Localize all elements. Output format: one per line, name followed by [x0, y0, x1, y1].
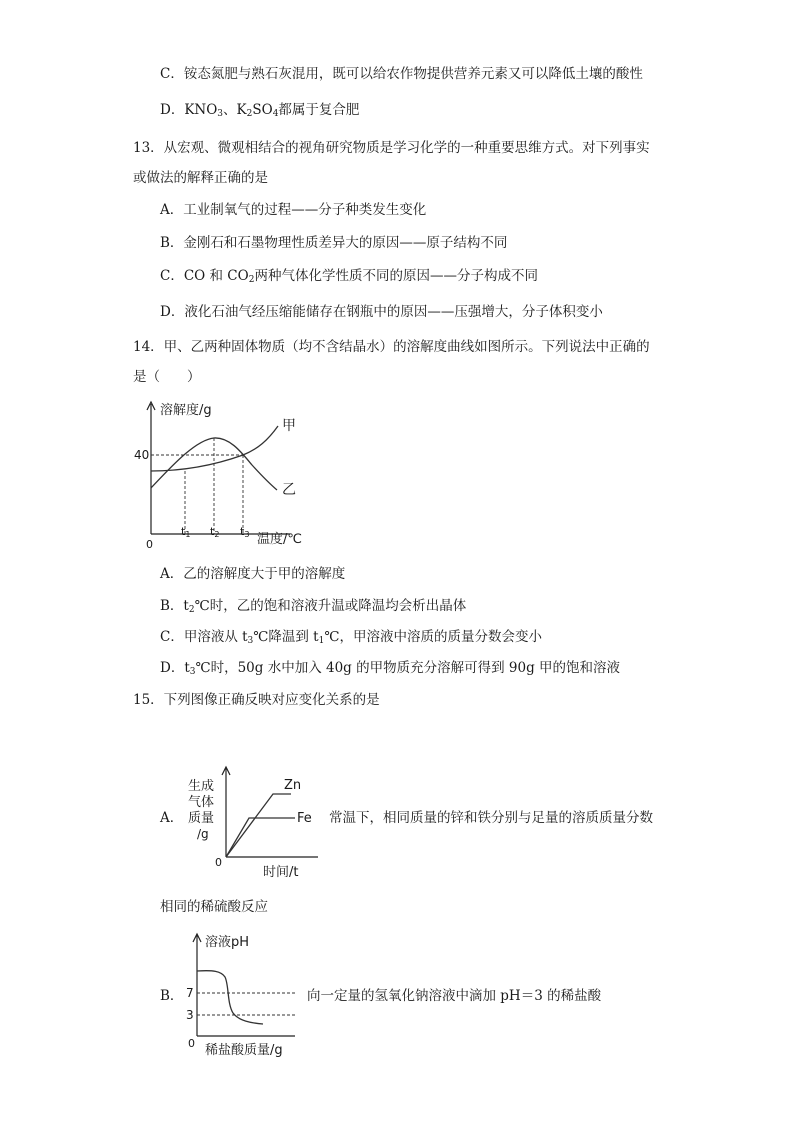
q14-xtick-t2: t2 — [210, 525, 220, 539]
q14-xlabel: 温度/℃ — [257, 532, 302, 547]
q14-option-d: D．$t_3℃$时，50g 水中加入 40g 的甲物质充分溶解可得到 90g 甲的饱和溶液 — [160, 660, 621, 677]
q12-option-c: C．铵态氮肥与熟石灰混用，既可以给农作物提供营养元素又可以降低土壤的酸性 — [160, 66, 643, 82]
q15a-curve-zn — [226, 794, 291, 857]
q14-label-jia: 甲 — [282, 418, 296, 434]
q15a-origin: 0 — [215, 856, 222, 869]
q15b-curve-ph — [197, 971, 263, 1024]
q14-ytick-40: 40 — [134, 448, 150, 462]
q15-option-b-text: 向一定量的氢氧化钠溶液中滴加 pH＝3 的稀盐酸 — [307, 988, 602, 1004]
q14-stem-line2: 是（ ） — [133, 369, 201, 385]
q14-origin: 0 — [146, 538, 153, 548]
q14-xtick-t1: t1 — [181, 525, 191, 539]
q15-option-b-label: B． — [160, 988, 184, 1004]
q15b-origin: 0 — [188, 1037, 195, 1050]
q15-a-graph — [183, 762, 323, 880]
q14-option-c: C．甲溶液从 $t_3℃$降温到 $t_1℃$，甲溶液中溶质的质量分数会变小 — [160, 629, 542, 646]
q15b-ytick-3: 3 — [186, 1008, 194, 1022]
q14-curve-jia — [151, 426, 278, 471]
q15a-ylabel-4: /g — [197, 827, 209, 841]
q15a-curve-fe — [226, 818, 295, 857]
q15b-ylabel: 溶液pH — [205, 935, 250, 950]
q15b-xlabel: 稀盐酸质量/g — [205, 1043, 283, 1057]
q15-option-a-text-line2: 相同的稀硫酸反应 — [160, 899, 268, 915]
q14-ylabel: 溶解度/g — [160, 403, 212, 418]
q15-option-a-text-line1: 常温下，相同质量的锌和铁分别与足量的溶质质量分数 — [329, 810, 653, 826]
q15a-label-fe: Fe — [297, 811, 312, 826]
q14-option-b: B．$t_2℃$时，乙的饱和溶液升温或降温均会析出晶体 — [160, 598, 467, 615]
q14-xtick-t3: t3 — [240, 525, 250, 539]
q14-label-yi: 乙 — [282, 482, 296, 498]
q15a-ylabel-3: 质量 — [188, 811, 215, 826]
q15a-ylabel-1: 生成 — [188, 779, 215, 794]
q13-option-a: A．工业制氧气的过程——分子种类发生变化 — [160, 202, 427, 218]
q14-option-a: A．乙的溶解度大于甲的溶解度 — [160, 566, 346, 582]
q12-option-d: D．$KNO_3$、$K_2SO_4$都属于复合肥 — [160, 102, 360, 119]
q15a-ylabel-2: 气体 — [188, 795, 215, 810]
q13-stem-line2: 或做法的解释正确的是 — [133, 170, 268, 186]
q14-stem-line1: 14．甲、乙两种固体物质（均不含结晶水）的溶解度曲线如图所示。下列说法中正确的 — [133, 339, 650, 355]
q15b-ytick-7: 7 — [186, 986, 194, 1000]
q13-stem-line1: 13．从宏观、微观相结合的视角研究物质是学习化学的一种重要思维方式。对下列事实 — [133, 140, 650, 156]
q15-option-a-label: A． — [160, 810, 184, 826]
q13-option-b: B．金刚石和石墨物理性质差异大的原因——原子结构不同 — [160, 235, 508, 251]
q14-solubility-graph — [130, 398, 320, 548]
q15-stem: 15．下列图像正确反映对应变化关系的是 — [133, 692, 380, 708]
q15a-xlabel: 时间/t — [263, 865, 299, 880]
q15a-label-zn: Zn — [284, 778, 302, 793]
q13-option-c: C．CO 和 $CO_2$两种气体化学性质不同的原因——分子构成不同 — [160, 268, 538, 285]
q15-b-graph — [183, 929, 308, 1057]
q13-option-d: D．液化石油气经压缩能储存在钢瓶中的原因——压强增大，分子体积变小 — [160, 304, 603, 320]
